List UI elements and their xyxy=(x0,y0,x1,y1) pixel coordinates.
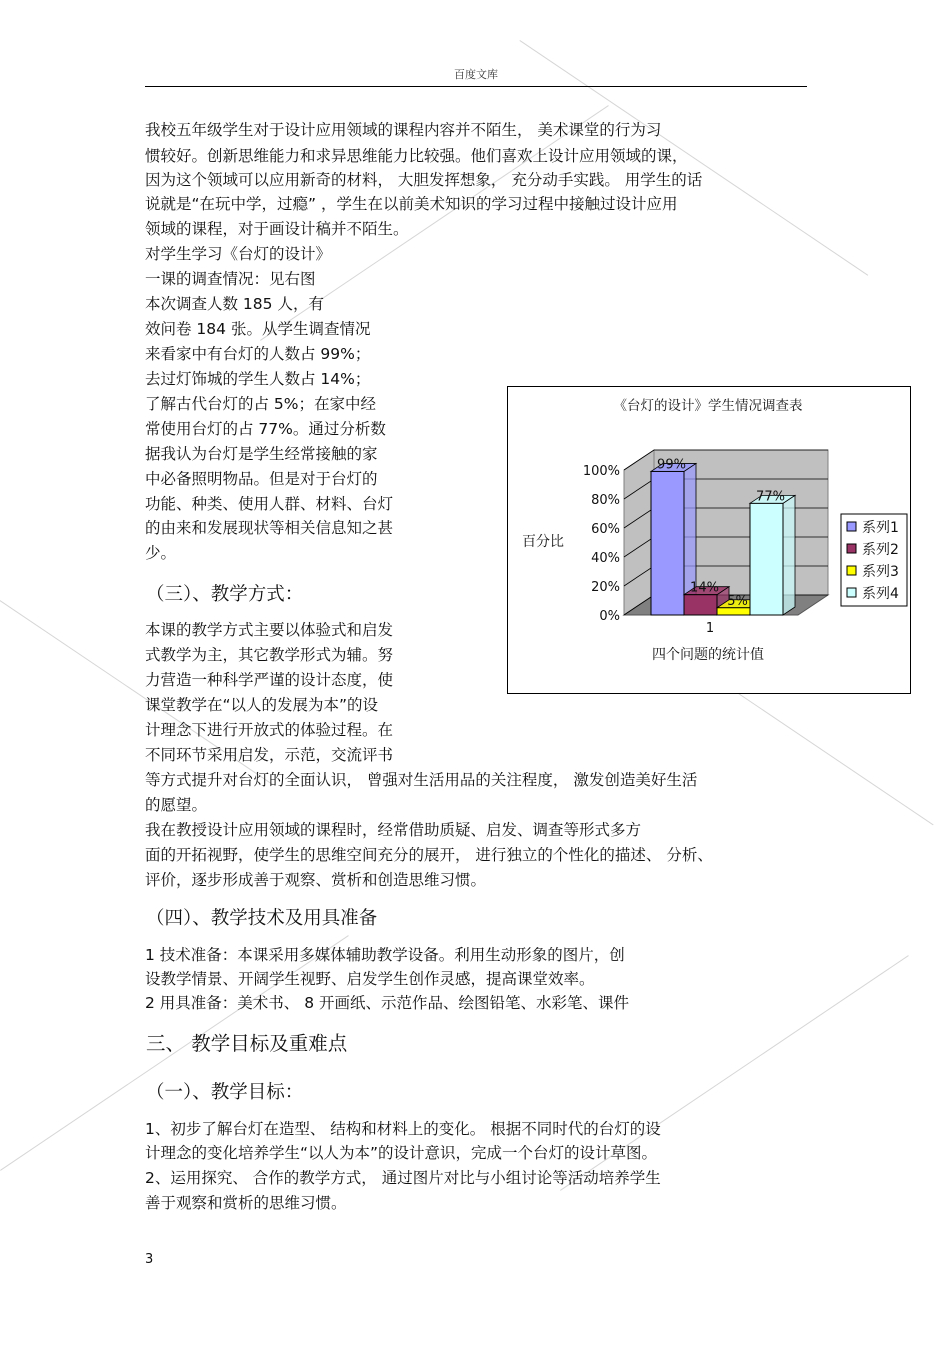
text-line: 常使用台灯的占 77%。通过分析数 xyxy=(145,420,386,438)
y-tick-label: 100% xyxy=(582,464,620,479)
text-line: 效问卷 184 张。从学生调查情况 xyxy=(145,320,371,338)
text-line: 说就是“在玩中学，过瘾” ，学生在以前美术知识的学习过程中接触过设计应用 xyxy=(145,195,678,213)
y-tick-label: 0% xyxy=(599,609,620,624)
chart-title: 《台灯的设计》学生情况调查表 xyxy=(613,398,803,414)
legend-label: 系列3 xyxy=(862,564,899,580)
legend-label: 系列1 xyxy=(862,520,899,536)
text-line: 去过灯饰城的学生人数占 14%； xyxy=(145,370,371,388)
y-axis-label: 百分比 xyxy=(522,534,564,550)
text-line: 1 技术准备：本课采用多媒体辅助教学设备。利用生动形象的图片，创 xyxy=(145,946,625,964)
chart-side-wall xyxy=(624,450,654,615)
text-line: 1、初步了解台灯在造型、 结构和材料上的变化。 根据不同时代的台灯的设 xyxy=(145,1120,661,1138)
text-line: 来看家中有台灯的人数占 99%； xyxy=(145,345,371,363)
text-line: 一课的调查情况：见右图 xyxy=(145,270,316,288)
bar-4 xyxy=(750,503,783,615)
bar-3 xyxy=(717,608,750,615)
header-divider xyxy=(145,86,807,87)
text-line: 因为这个领域可以应用新奇的材料， 大胆发挥想象， 充分动手实践。 用学生的话 xyxy=(145,171,703,189)
text-line: 我在教授设计应用领域的课程时，经常借助质疑、启发、调查等形式多方 xyxy=(145,821,642,839)
bar-2 xyxy=(684,595,717,615)
text-line: 的愿望。 xyxy=(145,796,208,814)
data-label: 99% xyxy=(657,457,686,473)
text-line: 评价，逐步形成善于观察、赏析和创造思维习惯。 xyxy=(145,871,487,889)
y-tick-label: 20% xyxy=(591,580,620,595)
text-line: 力营造一种科学严谨的设计态度，使 xyxy=(145,671,394,689)
text-line: 面的开拓视野，使学生的思维空间充分的展开， 进行独立的个性化的描述、 分析、 xyxy=(145,846,713,864)
text-line: 功能、种类、使用人群、材料、台灯 xyxy=(145,495,394,513)
section-heading: （四）、教学技术及用具准备 xyxy=(146,908,378,929)
text-line: 计理念的变化培养学生“以人为本”的设计意识，完成一个台灯的设计草图。 xyxy=(145,1144,658,1162)
section-heading: （三）、教学方式： xyxy=(146,584,304,605)
text-line: 2、运用探究、 合作的教学方式， 通过图片对比与小组讨论等活动培养学生 xyxy=(145,1169,661,1187)
page-header: 百度文库 xyxy=(454,68,498,81)
y-tick-label: 60% xyxy=(591,522,620,537)
text-line: 据我认为台灯是学生经常接触的家 xyxy=(145,445,378,463)
text-line: 我校五年级学生对于设计应用领域的课程内容并不陌生， 美术课堂的行为习 xyxy=(145,121,662,139)
legend-label: 系列2 xyxy=(862,542,899,558)
data-label: 14% xyxy=(690,580,719,596)
legend-swatch xyxy=(847,588,856,597)
text-line: 了解古代台灯的占 5%；在家中经 xyxy=(145,395,377,413)
chapter-heading: 三、 教学目标及重难点 xyxy=(146,1032,348,1055)
text-line: 不同环节采用启发，示范，交流评书 xyxy=(145,746,394,764)
legend-swatch xyxy=(847,522,856,531)
bar-side xyxy=(783,495,795,615)
text-line: 等方式提升对台灯的全面认识， 曾强对生活用品的关注程度， 激发创造美好生活 xyxy=(145,771,698,789)
text-line: 中必备照明物品。但是对于台灯的 xyxy=(145,470,378,488)
text-line: 设教学情景、开阔学生视野、启发学生创作灵感，提高课堂效率。 xyxy=(145,970,595,988)
legend-swatch xyxy=(847,544,856,553)
bar-1 xyxy=(651,471,684,615)
text-line: 领域的课程，对于画设计稿并不陌生。 xyxy=(145,220,409,238)
text-line: 少。 xyxy=(145,544,177,562)
text-line: 本课的教学方式主要以体验式和启发 xyxy=(145,621,394,639)
text-line: 式教学为主，其它教学形式为辅。努 xyxy=(145,646,394,664)
survey-chart xyxy=(507,386,911,694)
legend-swatch xyxy=(847,566,856,575)
text-line: 本次调查人数 185 人，有 xyxy=(145,295,324,313)
x-axis-label: 四个问题的统计值 xyxy=(652,647,764,663)
text-line: 对学生学习《台灯的设计》 xyxy=(145,245,332,263)
y-tick-label: 40% xyxy=(591,551,620,566)
text-line: 惯较好。创新思维能力和求异思维能力比较强。他们喜欢上设计应用领域的课， xyxy=(145,147,688,165)
data-label: 5% xyxy=(727,593,748,609)
text-line: 课堂教学在“以人的发展为本”的设 xyxy=(145,696,379,714)
y-tick-label: 80% xyxy=(591,493,620,508)
text-line: 2 用具准备：美术书、 8 开画纸、示范作品、绘图铅笔、水彩笔、课件 xyxy=(145,994,630,1012)
data-label: 77% xyxy=(756,489,785,505)
x-category-label: 1 xyxy=(705,621,715,636)
legend-label: 系列4 xyxy=(862,586,899,602)
page-number: 3 xyxy=(145,1252,154,1267)
section-heading: （一）、教学目标： xyxy=(146,1082,304,1103)
bar-chart-svg xyxy=(508,387,910,693)
text-line: 善于观察和赏析的思维习惯。 xyxy=(145,1194,347,1212)
text-line: 的由来和发展现状等相关信息知之甚 xyxy=(145,519,394,537)
text-line: 计理念下进行开放式的体验过程。在 xyxy=(145,721,394,739)
